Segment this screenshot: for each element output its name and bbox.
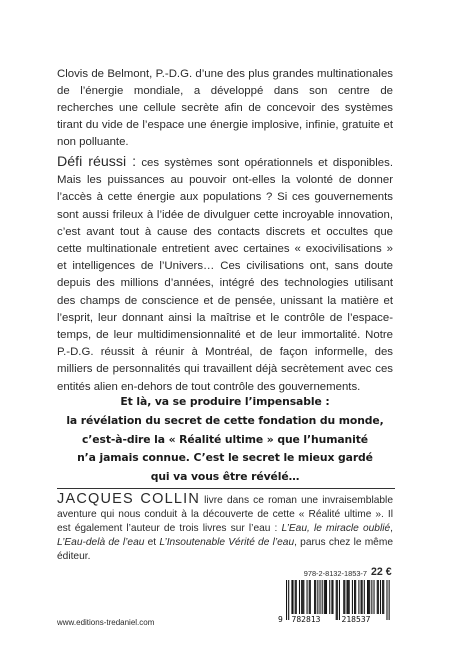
barcode-bar <box>324 580 325 614</box>
barcode-bar <box>322 580 323 614</box>
blurb-lead: Défi réussi : <box>57 154 137 170</box>
author-name: JACQUES COLLIN <box>57 491 200 507</box>
barcode-bar <box>361 580 362 614</box>
barcode-bar <box>332 580 333 614</box>
barcode-icon <box>276 580 398 624</box>
quote-line-1: Et là, va se produire l’impensable : <box>120 395 330 408</box>
barcode-digit-first: 9 <box>278 615 283 624</box>
barcode-bar <box>314 580 315 614</box>
author-text-2: , parus chez le même éditeur. <box>57 537 394 562</box>
barcode-bar <box>296 580 297 614</box>
divider <box>57 488 395 489</box>
quote-line-5: qui va vous être révélé… <box>150 470 300 484</box>
barcode-bar <box>386 580 387 620</box>
barcode-bar <box>367 580 368 614</box>
barcode-bar <box>336 580 337 620</box>
barcode-bar <box>362 580 363 614</box>
barcode-bar <box>377 580 378 614</box>
barcode-bar <box>371 580 372 614</box>
barcode-bar <box>389 580 390 620</box>
barcode-bar <box>380 580 381 614</box>
blurb-paragraph-1: Clovis de Belmont, P.-D.G. d’une des plus grandes multinationales de l’énergie mondiale, a développé dans son centre de recherches une cellule secrète afin de concevoir des systèmes tirant du vide de l’espace une énergie implosive, infinie, gratuite et non polluante. <box>57 68 393 148</box>
barcode-bar <box>354 580 355 614</box>
isbn-label: 978-2-8132-1853-7 <box>303 569 367 578</box>
barcode-bar <box>349 580 350 614</box>
barcode-bar <box>326 580 327 614</box>
price-label: 22 € <box>371 566 392 578</box>
barcode-bar <box>378 580 379 614</box>
book-title-3: L’Insoutenable Vérité de l’eau <box>159 537 295 548</box>
barcode-bar <box>288 580 289 620</box>
barcode-bar <box>302 580 303 614</box>
barcode-bar <box>339 580 340 620</box>
blurb-body: ces systèmes sont opérationnels et disponibles. Mais les puissances au pouvoir ont-elles la volonté de donner l’accès à cette énergie aux populations ? Si ces gouvernements sont aussi frileux à l’idée de divulguer cette incroyable innovation, c’est avant tout à cause des contacts discrets et occultes que cette multinationale entretient avec certaines « exocivilisations » et intelligences de l’Univers… Ces civilisations ont, sans doute depuis des millions d’années, intégré des technologies utilisant des champs de conscience et de pensée, unissant la matière et l’esprit, leur donnant ainsi la maîtrise et le contrôle de l’espace-temps, de leur multidimensionnalité et de leur immortalité. Notre P.-D.G. réussit à réunir à Montréal, de façon informelle, des milliers de personnalités qui travaillent déjà secrètement avec ces entités alien en-dehors de tout contrôle des gouvernements. <box>57 157 393 393</box>
barcode-bar <box>299 580 300 614</box>
barcode-bar <box>348 580 349 614</box>
barcode-bar <box>286 580 287 620</box>
barcode-bar <box>310 580 311 614</box>
book-title-1: L’Eau, le miracle oublié <box>281 523 391 534</box>
barcode-bar <box>329 580 330 614</box>
quote-line-3: c’est-à-dire la « Réalité ultime » que l’humanité <box>81 432 369 446</box>
barcode-bar <box>325 580 326 614</box>
barcode-bar <box>315 580 316 614</box>
barcode-bar <box>343 580 344 614</box>
barcode-bar <box>373 580 374 614</box>
barcode-bar <box>346 580 347 614</box>
barcode-bar <box>383 580 384 614</box>
barcode-bar <box>382 580 383 614</box>
barcode-bar <box>303 580 304 614</box>
book-title-2: L’Eau-delà de l’eau <box>57 537 145 548</box>
author-text-1: livre dans ce roman une invraisemblable aventure qui nous conduit à la découverte de cette « Réalité ultime ». Il est également l’auteur de trois livres sur l’eau : <box>57 495 393 534</box>
author-sep-2: et <box>144 537 160 548</box>
barcode-bar <box>344 580 345 614</box>
barcode-bar <box>309 580 310 614</box>
barcode-bar <box>307 580 308 614</box>
barcode-bar <box>331 580 332 614</box>
highlight-quote <box>57 393 393 487</box>
barcode-bar <box>301 580 302 614</box>
author-bio <box>57 492 393 564</box>
barcode-bar <box>355 580 356 614</box>
barcode-bar <box>352 580 353 614</box>
barcode-bar <box>291 580 292 614</box>
publisher-website: www.editions-tredaniel.com <box>57 618 155 627</box>
barcode-digits-left: 782813 <box>291 615 321 624</box>
barcode-bar <box>364 580 365 614</box>
author-sep-1: , <box>390 523 393 534</box>
quote-line-2: la révélation du secret de cette fondation du monde, <box>66 413 384 427</box>
barcode-digits-right: 218537 <box>341 615 371 624</box>
blurb-paragraph-2 <box>57 154 393 396</box>
barcode-bar <box>337 580 338 620</box>
barcode-bar <box>295 580 296 614</box>
barcode-bar <box>368 580 369 614</box>
barcode-bar <box>319 580 320 614</box>
barcode-bar <box>358 580 359 614</box>
barcode-bar <box>317 580 318 614</box>
barcode-bar <box>369 580 370 614</box>
quote-line-4: n’a jamais connue. C’est le secret le mieux gardé <box>77 451 373 465</box>
barcode-bar <box>292 580 293 614</box>
